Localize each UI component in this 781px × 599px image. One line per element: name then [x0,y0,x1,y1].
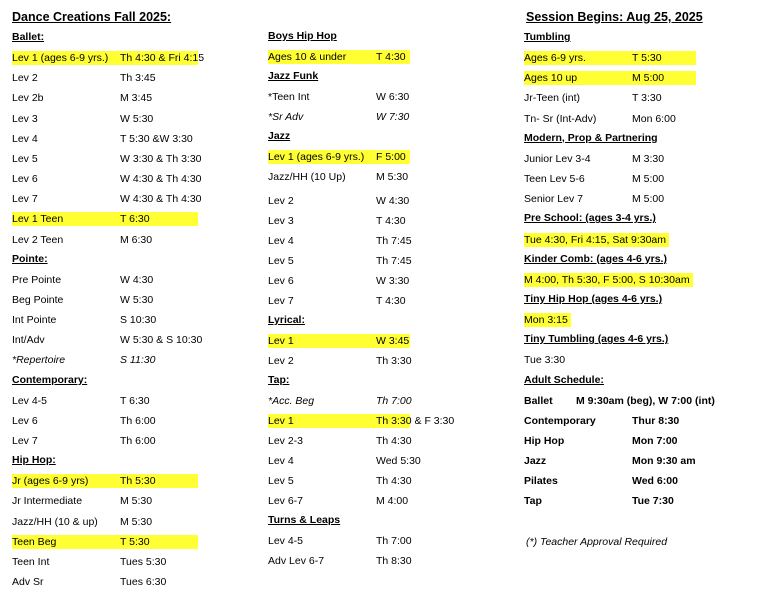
class-name: Lev 4 [268,235,294,247]
class-name: Pilates [524,475,558,488]
class-time: W 4:30 [376,195,410,207]
class-name: Lev 2 Teen [12,233,64,246]
class-name: Pre Pointe [12,273,62,286]
class-name: Lev 6 [12,414,38,427]
class-time: M 3:45 [120,92,153,105]
class-time: Th 6:00 [120,414,156,427]
section-heading: Boys Hip Hop [268,30,337,42]
class-time: Th 4:30 [376,475,412,487]
class-time: M 5:30 [120,515,153,528]
class-time: M 6:30 [120,233,153,246]
class-time: Th 3:30 & F 3:30 [376,415,455,427]
class-name: *Repertoire [12,354,66,367]
class-time: Mon 7:00 [632,435,678,447]
class-name: Int Pointe [12,314,57,327]
class-row [268,50,410,64]
class-name: Lev 7 [12,193,38,206]
class-name: Contemporary [524,414,596,427]
page-title: Dance Creations Fall 2025: [12,10,172,24]
class-time: Wed 5:30 [376,455,421,467]
class-time: T 3:30 [632,92,662,105]
class-row [12,212,198,226]
class-time: T 4:30 [376,215,406,227]
class-time: M 5:30 [120,495,153,508]
class-time: M 4:00 [376,495,409,507]
section-heading: Turns & Leaps [268,514,341,526]
class-name: Lev 5 [268,255,294,267]
class-time: Th 4:30 & Fri 4:15 [120,52,205,65]
class-name: Int/Adv [12,334,45,347]
class-row [524,313,571,327]
class-time: W 3:30 [376,275,410,287]
class-time: Tue 7:30 [632,495,674,508]
class-name: Tn- Sr (Int-Adv) [524,112,597,125]
class-name: Mon 3:15 [524,314,568,327]
class-name: Lev 1 Teen [12,213,64,226]
class-name: Tue 3:30 [524,354,566,367]
class-row [268,414,455,428]
class-name: Lev 3 [268,215,294,227]
class-time: Th 7:45 [376,255,412,267]
class-name: Lev 2 [12,72,38,85]
class-name: Hip Hop [524,435,565,447]
class-time: S 11:30 [120,354,156,367]
class-name: Lev 4-5 [268,535,304,547]
class-name: Beg Pointe [12,293,64,306]
section-heading: Modern, Prop & Partnering [524,131,658,144]
class-time: T 4:30 [376,295,406,307]
class-time: M 5:00 [632,72,665,85]
class-time: Th 5:30 [120,475,156,488]
class-name: Lev 6 [12,173,38,186]
class-name: Ages 6-9 yrs. [524,52,586,65]
class-row [524,71,696,85]
class-name: Lev 1 (ages 6-9 yrs.) [268,151,365,163]
class-name: Ages 10 up [524,72,578,85]
session-start-date: Session Begins: Aug 25, 2025 [526,10,703,24]
class-name: Ballet [524,394,553,407]
class-time: W 4:30 & Th 4:30 [120,193,202,206]
section-heading: Jazz [268,130,291,142]
class-name: Lev 4 [12,132,38,145]
class-name: *Sr Adv [268,111,304,123]
class-time: W 6:30 [376,91,410,103]
class-time: S 10:30 [120,314,157,327]
class-time: W 5:30 [120,112,154,125]
class-name: Lev 6-7 [268,495,304,507]
class-time: Wed 6:00 [632,475,678,488]
class-time: Th 6:00 [120,435,156,447]
class-time: W 3:45 [376,335,410,347]
class-time: Th 3:30 [376,355,412,367]
class-name: Lev 1 [268,415,294,427]
class-row [524,51,696,65]
section-heading: Lyrical: [268,314,305,326]
class-row [12,474,198,488]
class-name: Jazz/HH (10 Up) [268,171,346,183]
class-name: Ages 10 & under [268,51,347,63]
class-time: M 9:30am (beg), W 7:00 (int) [576,394,715,407]
section-heading: Pre School: (ages 3-4 yrs.) [524,212,656,225]
class-time: Th 4:30 [376,435,412,447]
class-time: Thur 8:30 [632,414,680,427]
class-name: Adv Sr [12,576,44,589]
class-name: *Acc. Beg [268,395,315,407]
class-time: F 5:00 [376,151,406,163]
section-heading: Tiny Hip Hop (ages 4-6 yrs.) [524,292,663,305]
class-name: Lev 5 [12,152,38,165]
class-time: W 5:30 & S 10:30 [120,334,203,347]
class-time: M 3:30 [632,152,665,165]
class-name: Tue 4:30, Fri 4:15, Sat 9:30am [524,233,667,246]
class-name: Teen Lev 5-6 [524,173,585,186]
class-time: T 6:30 [120,213,150,226]
class-time: W 4:30 [120,273,154,286]
section-heading: Ballet: [12,31,45,43]
section-heading: Kinder Comb: (ages 4-6 yrs.) [524,252,667,265]
class-name: Lev 2 [268,355,294,367]
class-name: Senior Lev 7 [524,193,583,206]
teacher-approval-note: (*) Teacher Approval Required [526,536,668,548]
class-time: Th 7:00 [376,395,412,407]
class-time: Tues 6:30 [120,576,167,589]
class-time: W 7:30 [376,111,410,123]
class-name: Lev 4 [268,455,294,467]
class-name: Junior Lev 3-4 [524,152,591,165]
class-name: Lev 5 [268,475,294,487]
class-row [12,51,205,65]
section-heading: Tumbling [524,31,571,43]
class-name: Teen Int [12,555,50,568]
section-heading: Tap: [268,374,290,386]
class-name: Lev 2 [268,195,294,207]
section-heading: Tiny Tumbling (ages 4-6 yrs.) [524,333,669,346]
class-name: Adv Lev 6-7 [268,555,325,567]
class-time: T 5:30 [120,535,150,548]
class-time: Th 8:30 [376,555,412,567]
class-time: M 5:00 [632,173,665,186]
section-heading: Contemporary: [12,373,88,386]
class-time: Th 3:45 [120,72,156,85]
class-name: Lev 4-5 [12,394,48,407]
class-row [268,334,410,348]
class-name: Lev 1 (ages 6-9 yrs.) [12,52,109,65]
class-name: Jr (ages 6-9 yrs) [12,475,89,488]
class-name: Lev 6 [268,275,294,287]
class-row [268,150,410,164]
class-time: W 4:30 & Th 4:30 [120,173,202,186]
class-time: T 5:30 [632,52,662,65]
class-row [524,233,669,247]
class-name: Jazz/HH (10 & up) [12,515,98,528]
class-time: T 6:30 [120,394,150,407]
section-heading: Adult Schedule: [524,373,604,386]
class-time: Mon 9:30 am [632,455,696,468]
class-name: Jr Intermediate [12,495,83,508]
section-heading: Jazz Funk [268,70,319,82]
section-heading: Pointe: [12,252,48,265]
class-time: Th 7:00 [376,535,412,547]
class-time: T 5:30 &W 3:30 [120,132,193,145]
class-name: Teen Beg [12,535,57,548]
class-name: Jazz [524,455,547,468]
class-time: W 3:30 & Th 3:30 [120,152,202,165]
class-name: Lev 7 [268,295,294,307]
class-time: Th 7:45 [376,235,412,247]
class-name: Lev 1 [268,335,294,347]
class-row [524,273,693,287]
class-row [12,535,198,549]
class-name: M 4:00, Th 5:30, F 5:00, S 10:30am [524,273,690,286]
class-time: M 5:00 [632,193,665,206]
class-name: Jr-Teen (int) [524,92,581,105]
section-heading: Hip Hop: [12,454,56,467]
class-name: *Teen Int [268,91,310,103]
class-time: Tues 5:30 [120,555,167,568]
class-name: Lev 2b [12,92,44,105]
class-name: Tap [524,495,542,508]
class-time: M 5:30 [376,171,409,183]
class-time: Mon 6:00 [632,112,676,125]
class-time: T 4:30 [376,51,406,63]
class-time: W 5:30 [120,293,154,306]
class-name: Lev 2-3 [268,435,304,447]
class-name: Lev 3 [12,112,38,125]
class-name: Lev 7 [12,435,38,447]
